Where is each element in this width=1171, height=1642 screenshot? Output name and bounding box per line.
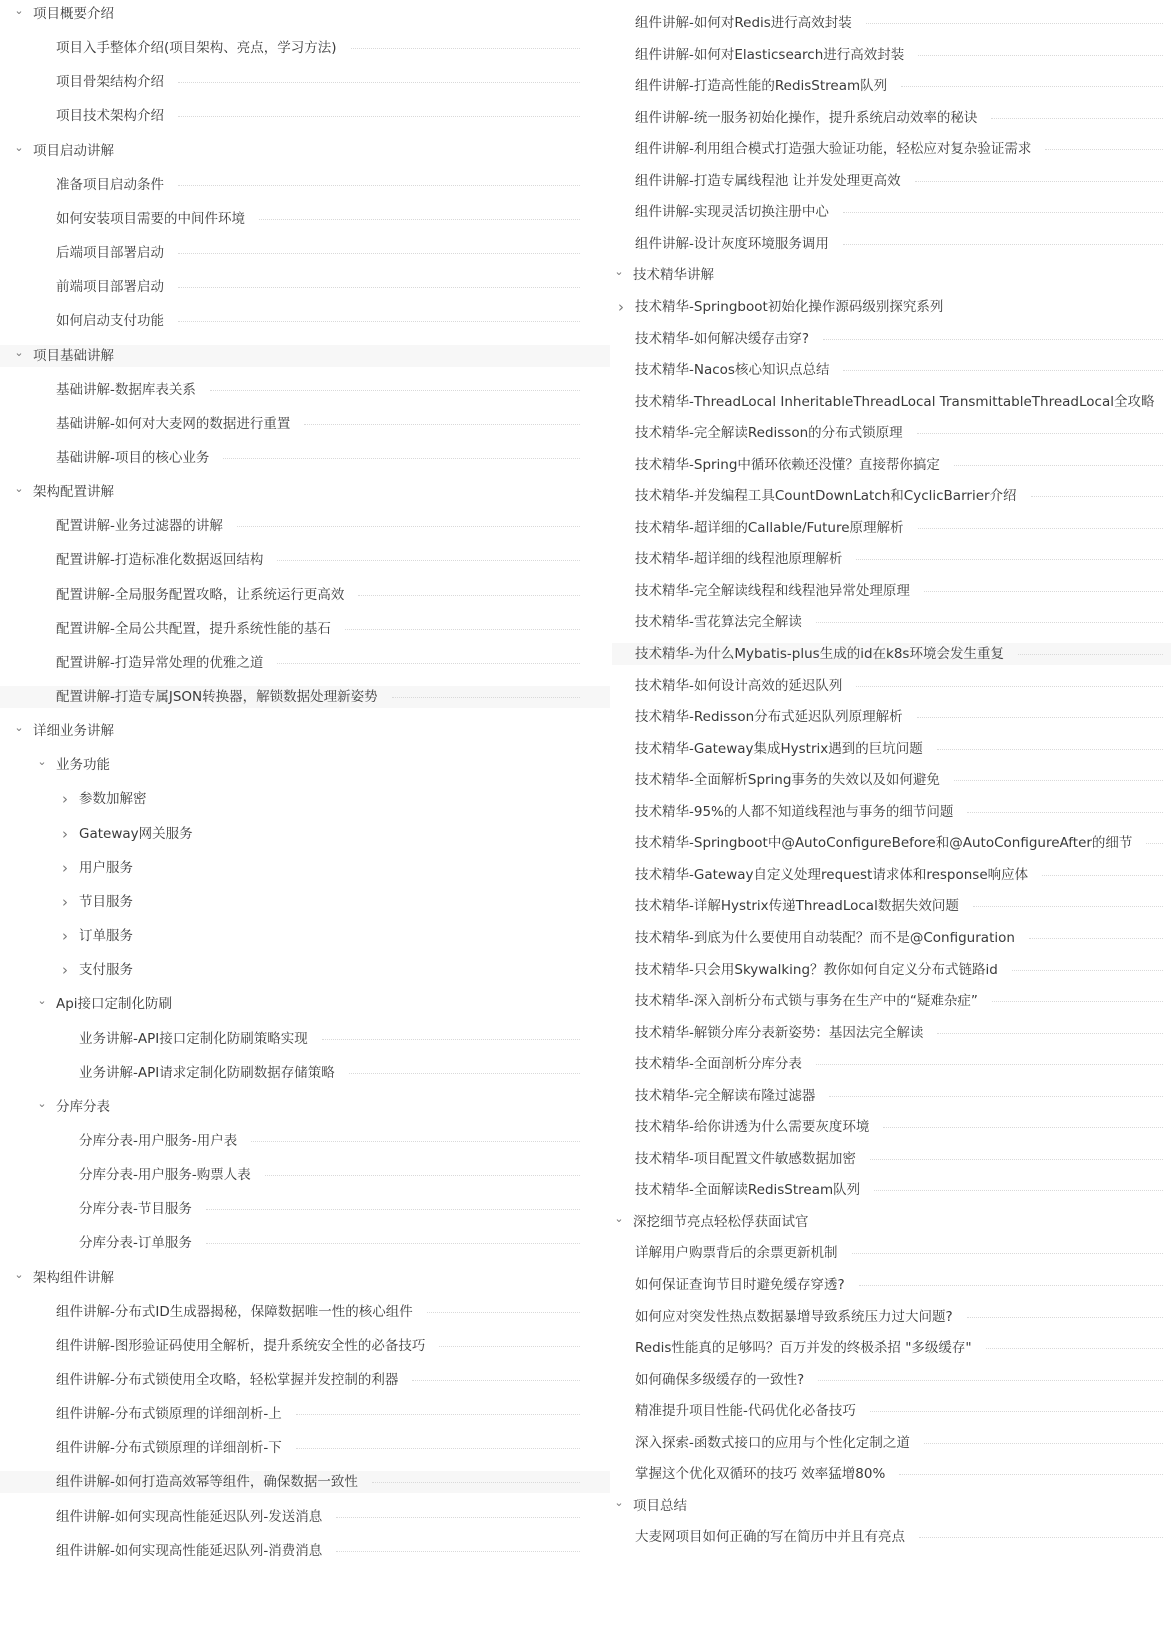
toc-item[interactable] <box>612 1274 1171 1296</box>
dotted-leader <box>237 525 580 527</box>
dotted-leader <box>924 590 1163 592</box>
toc-item[interactable] <box>612 233 1171 255</box>
dotted-leader <box>1031 495 1163 497</box>
toc-item[interactable] <box>612 643 1171 665</box>
dotted-leader <box>918 54 1163 56</box>
toc-item[interactable] <box>0 1540 610 1562</box>
dotted-leader <box>818 1379 1163 1381</box>
toc-item[interactable] <box>612 1116 1171 1138</box>
toc-item[interactable] <box>0 413 610 435</box>
dotted-leader <box>917 716 1163 718</box>
toc-item-label: 配置讲解-打造标准化数据返回结构 <box>56 552 264 569</box>
toc-item-label: 技术精华-项目配置文件敏感数据加密 <box>635 1150 856 1167</box>
toc-section[interactable] <box>0 481 610 503</box>
toc-section[interactable] <box>0 857 610 879</box>
toc-item[interactable] <box>612 1022 1171 1044</box>
toc-item-label: 技术精华-Nacos核心知识点总结 <box>635 362 830 379</box>
toc-item-label: 分库分表-用户服务-用户表 <box>79 1132 238 1149</box>
toc-item[interactable] <box>0 1335 610 1357</box>
toc-item[interactable] <box>612 706 1171 728</box>
toc-item[interactable] <box>0 1403 610 1425</box>
toc-item-label: Redis性能真的足够吗？百万并发的终极杀招 "多级缓存" <box>635 1340 972 1357</box>
dotted-leader <box>259 218 580 220</box>
toc-item[interactable] <box>0 1164 610 1186</box>
toc-item-label: 分库分表-节目服务 <box>79 1201 192 1218</box>
toc-item[interactable] <box>0 447 610 469</box>
dotted-leader <box>372 1481 580 1483</box>
toc-item-label: 技术精华-完全解读Redisson的分布式锁原理 <box>635 425 903 442</box>
toc-item-label: 后端项目部署启动 <box>56 245 164 262</box>
toc-item-label: 技术精华-95%的人都不知道线程池与事务的细节问题 <box>635 803 954 820</box>
dotted-leader <box>1042 874 1163 876</box>
dotted-leader <box>178 286 580 288</box>
toc-item[interactable] <box>0 1369 610 1391</box>
dotted-leader <box>178 115 580 117</box>
dotted-leader <box>967 811 1163 813</box>
toc-item-label: 技术精华-只会用Skywalking？教你如何自定义分布式链路id <box>635 961 998 978</box>
toc-item-label: 配置讲解-全局公共配置，提升系统性能的基石 <box>56 620 331 637</box>
toc-item[interactable] <box>612 359 1171 381</box>
dotted-leader <box>967 1316 1163 1318</box>
toc-item[interactable] <box>0 1028 610 1050</box>
toc-item-label: 项目入手整体介绍(项目架构、亮点，学习方法) <box>56 40 337 57</box>
dotted-leader <box>277 662 580 664</box>
toc-item-label: 配置讲解-业务过滤器的讲解 <box>56 518 223 535</box>
toc-item-label: 如何保证查询节目时避免缓存穿透? <box>635 1277 845 1293</box>
toc-item[interactable] <box>612 927 1171 949</box>
dotted-leader <box>937 748 1163 750</box>
dotted-leader <box>349 1072 580 1074</box>
dotted-leader <box>178 320 580 322</box>
toc-item[interactable] <box>612 12 1171 34</box>
toc-item-label: 项目骨架结构介绍 <box>56 74 164 91</box>
dotted-leader <box>954 779 1163 781</box>
dotted-leader <box>856 558 1163 560</box>
toc-item-label: 组件讲解-分布式ID生成器揭秘，保障数据唯一性的核心组件 <box>56 1303 413 1320</box>
chevron-down-icon[interactable]: ⌄ <box>614 265 624 279</box>
toc-item-label: 深挖细节亮点轻松俘获面试官 <box>633 1213 809 1230</box>
dotted-leader <box>917 432 1163 434</box>
dotted-leader <box>899 1473 1163 1475</box>
chevron-down-icon[interactable]: ⌄ <box>14 140 24 154</box>
toc-section[interactable] <box>0 823 610 845</box>
toc-item[interactable] <box>612 895 1171 917</box>
chevron-down-icon[interactable]: ⌄ <box>14 482 24 496</box>
chevron-right-icon[interactable]: › <box>62 790 68 809</box>
toc-item-label: 组件讲解-设计灰度环境服务调用 <box>635 235 829 252</box>
dotted-leader <box>986 1347 1163 1349</box>
toc-section[interactable] <box>0 993 610 1015</box>
chevron-down-icon[interactable]: ⌄ <box>614 1211 624 1225</box>
toc-item-label: 大麦网项目如何正确的写在简历中并且有亮点 <box>635 1529 905 1546</box>
toc-item[interactable] <box>612 517 1171 539</box>
toc-item-label: 技术精华-全面解读RedisStream队列 <box>635 1182 861 1199</box>
dotted-leader <box>427 1311 580 1313</box>
toc-item[interactable] <box>0 652 610 674</box>
toc-item-label: 技术精华-Gateway集成Hystrix遇到的巨坑问题 <box>635 740 923 757</box>
dotted-leader <box>870 1410 1163 1412</box>
dotted-leader <box>856 685 1163 687</box>
toc-item[interactable] <box>0 276 610 298</box>
toc-item[interactable] <box>612 1432 1171 1454</box>
toc-item[interactable] <box>612 580 1171 602</box>
toc-section[interactable] <box>0 754 610 776</box>
dotted-leader <box>358 594 580 596</box>
toc-item-label: 分库分表 <box>56 1098 110 1115</box>
dotted-leader <box>1018 653 1163 655</box>
toc-item[interactable] <box>0 174 610 196</box>
toc-item-label: 深入探索-函数式接口的应用与个性化定制之道 <box>635 1434 910 1451</box>
dotted-leader <box>336 1550 580 1552</box>
toc-item[interactable] <box>612 738 1171 760</box>
dotted-leader <box>843 369 1163 371</box>
dotted-leader <box>991 117 1163 119</box>
chevron-down-icon[interactable]: ⌄ <box>14 345 24 359</box>
toc-item-label: 技术精华-详解Hystrix传递ThreadLocal数据失效问题 <box>635 898 959 915</box>
toc-item-label: 精准提升项目性能-代码优化必备技巧 <box>635 1403 856 1420</box>
toc-item[interactable] <box>612 1085 1171 1107</box>
chevron-down-icon[interactable]: ⌄ <box>37 755 47 769</box>
toc-item-label: 配置讲解-打造专属JSON转换器，解锁数据处理新姿势 <box>56 689 378 705</box>
dotted-leader <box>901 85 1163 87</box>
toc-section[interactable] <box>0 1096 610 1118</box>
dotted-leader <box>178 184 580 186</box>
toc-section[interactable] <box>0 345 610 367</box>
dotted-leader <box>954 464 1163 466</box>
dotted-leader <box>296 1447 580 1449</box>
toc-item[interactable] <box>612 391 1171 413</box>
toc-item-label: 架构组件讲解 <box>33 1269 114 1286</box>
dotted-leader <box>1012 969 1163 971</box>
toc-item[interactable] <box>0 379 610 401</box>
toc-item[interactable] <box>612 454 1171 476</box>
toc-item-label: 基础讲解-数据库表关系 <box>56 381 196 398</box>
dotted-leader <box>206 1208 580 1210</box>
chevron-down-icon[interactable]: ⌄ <box>37 994 47 1008</box>
chevron-right-icon[interactable]: › <box>618 297 624 316</box>
toc-item-label: 如何确保多级缓存的一致性? <box>635 1371 805 1388</box>
toc-item[interactable] <box>612 801 1171 823</box>
toc-item-label: 配置讲解-打造异常处理的优雅之道 <box>56 654 264 671</box>
dotted-leader <box>412 1379 580 1381</box>
toc-item[interactable] <box>0 584 610 606</box>
toc-item-label: Api接口定制化防刷 <box>56 996 173 1013</box>
toc-item[interactable] <box>0 242 610 264</box>
toc-item-label: 组件讲解-如何实现高性能延迟队列-消费消息 <box>56 1542 323 1559</box>
toc-item[interactable] <box>0 515 610 537</box>
toc-item-label: 参数加解密 <box>79 791 147 808</box>
dotted-leader <box>859 1284 1163 1286</box>
chevron-down-icon[interactable]: ⌄ <box>14 1267 24 1281</box>
toc-item-label: 组件讲解-实现灵活切换注册中心 <box>635 204 829 221</box>
chevron-down-icon[interactable]: ⌄ <box>614 1495 624 1509</box>
toc-item[interactable] <box>0 686 610 708</box>
toc-item-label: 技术精华-并发编程工具CountDownLatch和CyclicBarrier介绍 <box>635 488 1017 505</box>
toc-item-label: 技术精华-为什么Mybatis-plus生成的id在k8s环境会发生重复 <box>635 646 1004 662</box>
toc-item[interactable] <box>612 832 1171 854</box>
toc-item-label: 支付服务 <box>79 962 133 979</box>
toc-item-label: 业务讲解-API请求定制化防刷数据存储策略 <box>79 1064 335 1081</box>
toc-item[interactable] <box>612 1526 1171 1548</box>
dotted-leader <box>816 621 1163 623</box>
toc-item[interactable] <box>612 422 1171 444</box>
toc-section[interactable] <box>0 959 610 981</box>
chevron-down-icon[interactable]: ⌄ <box>14 721 24 735</box>
toc-item[interactable] <box>612 1306 1171 1328</box>
toc-item-label: 如何启动支付功能 <box>56 313 164 330</box>
toc-item[interactable] <box>612 75 1171 97</box>
toc-item-label: 技术精华-Springboot初始化操作源码级别探究系列 <box>635 298 944 315</box>
dotted-leader <box>924 1442 1163 1444</box>
toc-item[interactable] <box>612 864 1171 886</box>
dotted-leader <box>919 1536 1163 1538</box>
toc-item[interactable] <box>0 1232 610 1254</box>
toc-item-label: 技术精华-解锁分库分表新姿势：基因法完全解读 <box>635 1024 924 1041</box>
toc-item[interactable] <box>0 71 610 93</box>
toc-item[interactable] <box>0 310 610 332</box>
toc-item[interactable] <box>0 1198 610 1220</box>
dotted-leader <box>223 457 580 459</box>
toc-section[interactable] <box>0 891 610 913</box>
toc-section[interactable] <box>0 140 610 162</box>
toc-section[interactable] <box>612 264 1171 286</box>
toc-section[interactable] <box>612 296 1171 318</box>
toc-item[interactable] <box>612 107 1171 129</box>
dotted-leader <box>843 243 1163 245</box>
toc-item-label: 配置讲解-全局服务配置攻略，让系统运行更高效 <box>56 586 345 603</box>
toc-section[interactable] <box>0 3 610 25</box>
dotted-leader <box>829 1095 1163 1097</box>
dotted-leader <box>439 1345 580 1347</box>
chevron-right-icon[interactable]: › <box>62 892 68 911</box>
dotted-leader <box>843 211 1163 213</box>
toc-item[interactable] <box>612 1053 1171 1075</box>
dotted-leader <box>816 1063 1163 1065</box>
toc-item-label: 技术精华-全面剖析分库分表 <box>635 1056 802 1073</box>
toc-item[interactable] <box>612 990 1171 1012</box>
dotted-leader <box>1045 148 1163 150</box>
chevron-right-icon[interactable]: › <box>62 927 68 946</box>
toc-item-label: 组件讲解-打造高性能的RedisStream队列 <box>635 78 888 95</box>
toc-item-label: 订单服务 <box>79 928 133 945</box>
toc-section[interactable] <box>0 925 610 947</box>
toc-item[interactable] <box>0 37 610 59</box>
toc-item-label: 基础讲解-如何对大麦网的数据进行重置 <box>56 415 291 432</box>
toc-item[interactable] <box>612 170 1171 192</box>
toc-item[interactable] <box>612 611 1171 633</box>
dotted-leader <box>1146 842 1163 844</box>
toc-item-label: 项目概要介绍 <box>33 6 114 22</box>
toc-item-label: 技术精华讲解 <box>633 267 714 284</box>
toc-section[interactable] <box>0 1267 610 1289</box>
toc-item[interactable] <box>612 44 1171 66</box>
toc-item-label: 技术精华-到底为什么要使用自动装配？而不是@Configuration <box>635 929 1015 946</box>
toc-item-label: 业务讲解-API接口定制化防刷策略实现 <box>79 1030 308 1047</box>
toc-item[interactable] <box>612 959 1171 981</box>
dotted-leader <box>915 180 1163 182</box>
toc-item-label: 详解用户购票背后的余票更新机制 <box>635 1245 838 1262</box>
toc-item-label: 技术精华-如何解决缓存击穿? <box>635 330 810 347</box>
dotted-leader <box>870 1158 1163 1160</box>
toc-item[interactable] <box>0 1437 610 1459</box>
dotted-leader <box>322 1038 580 1040</box>
toc-item-label: 基础讲解-项目的核心业务 <box>56 449 210 466</box>
toc-item-label: 项目启动讲解 <box>33 142 114 159</box>
toc-item[interactable] <box>612 769 1171 791</box>
dotted-leader <box>336 1516 580 1518</box>
dotted-leader <box>852 1252 1164 1254</box>
toc-item-label: 掌握这个优化双循环的技巧 效率猛增80% <box>635 1466 886 1483</box>
dotted-leader <box>251 1140 580 1142</box>
toc-item[interactable] <box>0 1062 610 1084</box>
toc-item-label: 项目基础讲解 <box>33 347 114 364</box>
dotted-leader <box>937 1032 1163 1034</box>
dotted-leader <box>296 1413 580 1415</box>
toc-item[interactable] <box>612 1400 1171 1422</box>
toc-item-label: 技术精华-如何设计高效的延迟队列 <box>635 677 843 694</box>
toc-item-label: 组件讲解-打造专属线程池 让并发处理更高效 <box>635 172 901 189</box>
toc-item-label: 业务功能 <box>56 757 110 774</box>
toc-item[interactable] <box>612 485 1171 507</box>
toc-item-label: 分库分表-订单服务 <box>79 1235 192 1252</box>
toc-item-label: 组件讲解-如何对Redis进行高效封装 <box>635 15 852 31</box>
dotted-leader <box>304 423 580 425</box>
toc-item-label: 技术精华-给你讲透为什么需要灰度环境 <box>635 1119 870 1136</box>
toc-item-label: 技术精华-ThreadLocal InheritableThreadLocal TransmittableThreadLocal全攻略 <box>635 393 1155 410</box>
dotted-leader <box>178 252 580 254</box>
toc-item[interactable] <box>612 675 1171 697</box>
toc-item-label: 组件讲解-图形验证码使用全解析，提升系统安全性的必备技巧 <box>56 1337 426 1354</box>
toc-section[interactable] <box>0 720 610 742</box>
dotted-leader <box>345 628 580 630</box>
toc-item[interactable] <box>0 618 610 640</box>
toc-item-label: 技术精华-Redisson分布式延迟队列原理解析 <box>635 709 903 726</box>
toc-item[interactable] <box>612 1369 1171 1391</box>
toc-item[interactable] <box>0 549 610 571</box>
toc-item-label: 分库分表-用户服务-购票人表 <box>79 1167 251 1184</box>
toc-item-label: 技术精华-雪花算法完全解读 <box>635 614 802 631</box>
toc-item-label: 项目技术架构介绍 <box>56 108 164 125</box>
toc-section[interactable] <box>612 1495 1171 1517</box>
toc-item-label: 技术精华-Gateway自定义处理request请求体和response响应体 <box>635 866 1029 883</box>
dotted-leader <box>823 338 1163 340</box>
toc-item-label: 技术精华-完全解读线程和线程池异常处理原理 <box>635 582 910 599</box>
toc-item[interactable] <box>612 1179 1171 1201</box>
dotted-leader <box>178 81 580 83</box>
dotted-leader <box>1029 937 1163 939</box>
chevron-right-icon[interactable]: › <box>62 961 68 980</box>
toc-item-label: 技术精华-全面解析Spring事务的失效以及如何避免 <box>635 772 940 789</box>
toc-item[interactable] <box>0 1471 610 1493</box>
toc-section[interactable] <box>0 788 610 810</box>
toc-item-label: 组件讲解-如何实现高性能延迟队列-发送消息 <box>56 1508 323 1525</box>
toc-item[interactable] <box>612 328 1171 350</box>
toc-item-label: 如何应对突发性热点数据暴增导致系统压力过大问题? <box>635 1308 953 1325</box>
toc-item-label: 准备项目启动条件 <box>56 176 164 193</box>
toc-item[interactable] <box>0 1301 610 1323</box>
dotted-leader <box>883 1126 1163 1128</box>
dotted-leader <box>277 559 580 561</box>
toc-item-label: 用户服务 <box>79 859 133 876</box>
toc-item[interactable] <box>0 1506 610 1528</box>
dotted-leader <box>992 1000 1163 1002</box>
toc-item[interactable] <box>612 1463 1171 1485</box>
toc-item-label: 架构配置讲解 <box>33 484 114 501</box>
toc-item[interactable] <box>612 1148 1171 1170</box>
toc-item-label: 详细业务讲解 <box>33 723 114 740</box>
toc-item[interactable] <box>0 1130 610 1152</box>
chevron-down-icon[interactable]: ⌄ <box>14 4 24 17</box>
chevron-right-icon[interactable]: › <box>62 858 68 877</box>
toc-item-label: 组件讲解-利用组合模式打造强大验证功能，轻松应对复杂验证需求 <box>635 141 1032 158</box>
dotted-leader <box>918 527 1163 529</box>
toc-item-label: 组件讲解-分布式锁原理的详细剖析-上 <box>56 1406 282 1423</box>
toc-item-label: 节目服务 <box>79 893 133 910</box>
toc-item[interactable] <box>612 138 1171 160</box>
toc-item-label: 技术精华-Spring中循环依赖还没懂？直接帮你搞定 <box>635 456 940 473</box>
dotted-leader <box>866 22 1163 24</box>
dotted-leader <box>973 905 1163 907</box>
toc-item-label: 项目总结 <box>633 1497 687 1514</box>
toc-item-label: 技术精华-Springboot中@AutoConfigureBefore和@AutoConfigureAfter的细节 <box>635 835 1133 852</box>
toc-item-label: 组件讲解-分布式锁使用全攻略，轻松掌握并发控制的利器 <box>56 1372 399 1388</box>
toc-item-label: 技术精华-超详细的Callable/Future原理解析 <box>635 519 904 536</box>
toc-item[interactable] <box>0 208 610 230</box>
dotted-leader <box>265 1174 580 1176</box>
toc-item[interactable] <box>612 201 1171 223</box>
dotted-leader <box>206 1242 580 1244</box>
toc-item[interactable] <box>612 1242 1171 1264</box>
dotted-leader <box>351 47 580 49</box>
dotted-leader <box>210 389 580 391</box>
toc-item[interactable] <box>612 1337 1171 1359</box>
toc-item-label: 前端项目部署启动 <box>56 279 164 296</box>
chevron-down-icon[interactable]: ⌄ <box>37 1096 47 1110</box>
toc-item-label: Gateway网关服务 <box>79 825 193 842</box>
toc-item-label: 如何安装项目需要的中间件环境 <box>56 210 245 227</box>
toc-item-label: 技术精华-超详细的线程池原理解析 <box>635 551 843 568</box>
toc-item-label: 技术精华-深入剖析分布式锁与事务在生产中的“疑难杂症” <box>635 993 978 1010</box>
toc-item-label: 组件讲解-统一服务初始化操作，提升系统启动效率的秘诀 <box>635 109 978 126</box>
toc-item-label: 组件讲解-如何对Elasticsearch进行高效封装 <box>635 46 905 63</box>
toc-item-label: 技术精华-完全解读布隆过滤器 <box>635 1087 816 1104</box>
toc-item-label: 组件讲解-如何打造高效幂等组件，确保数据一致性 <box>56 1474 358 1491</box>
toc-item[interactable] <box>612 548 1171 570</box>
toc-item[interactable] <box>0 105 610 127</box>
dotted-leader <box>392 696 580 698</box>
chevron-right-icon[interactable]: › <box>62 824 68 843</box>
toc-section[interactable] <box>612 1211 1171 1233</box>
dotted-leader <box>874 1189 1163 1191</box>
toc-item-label: 组件讲解-分布式锁原理的详细剖析-下 <box>56 1440 282 1457</box>
